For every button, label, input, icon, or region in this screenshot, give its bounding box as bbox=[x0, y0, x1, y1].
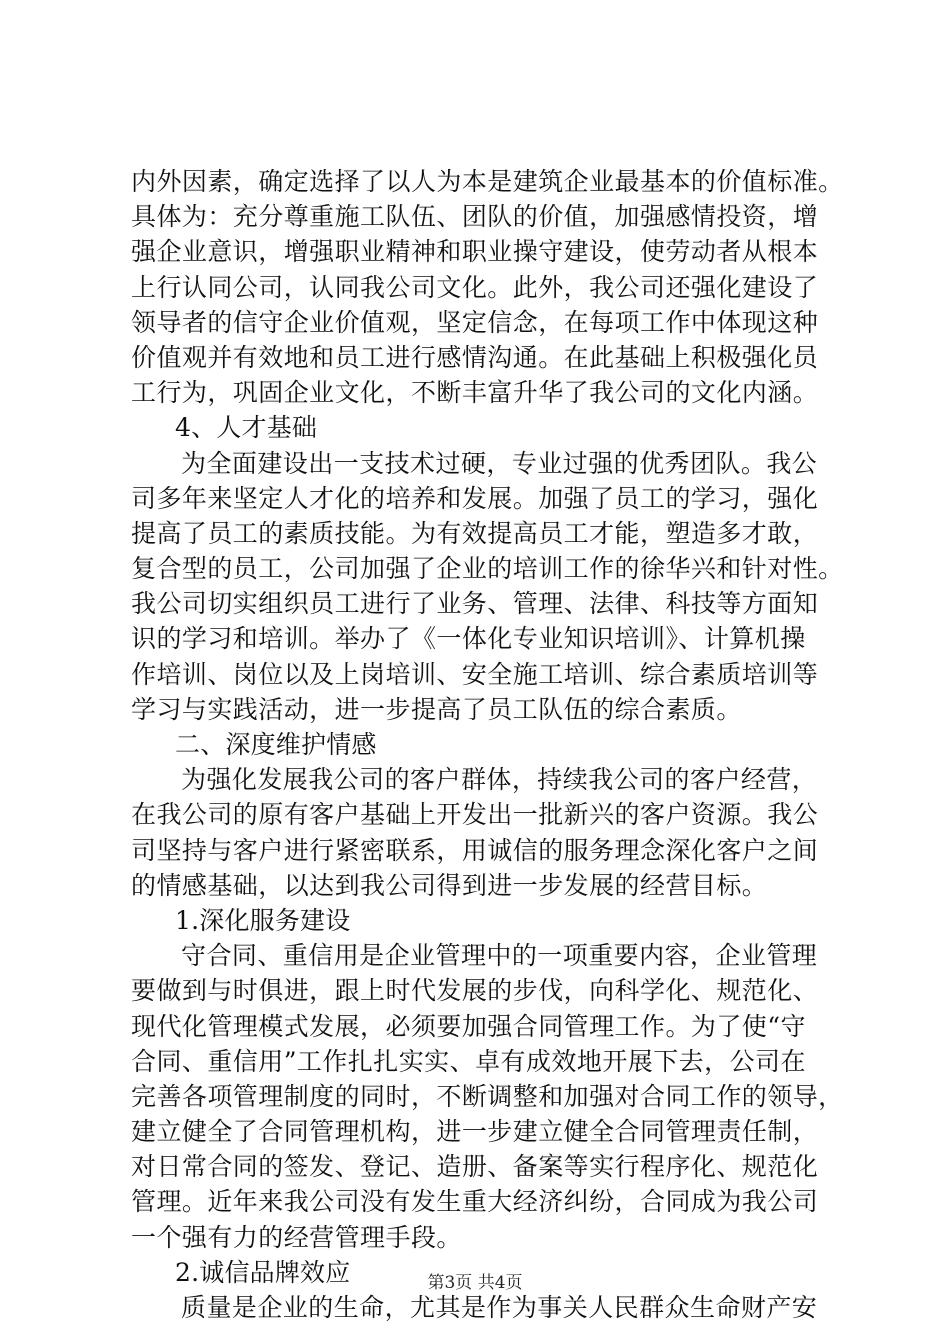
text-line: 具体为：充分尊重施工队伍、团队的价值，加强感情投资，增 bbox=[131, 202, 819, 232]
text-line: 复合型的员工，公司加强了企业的培训工作的徐华兴和针对性。 bbox=[131, 554, 844, 584]
text-line: 强企业意识，增强职业精神和职业操守建设，使劳动者从根本 bbox=[131, 237, 819, 267]
paragraph-first-line: 为强化发展我公司的客户群体，持续我公司的客户经营， bbox=[181, 765, 818, 795]
text-line: 提高了员工的素质技能。为有效提高员工才能，塑造多才敢， bbox=[131, 518, 819, 548]
text-line: 管理。近年来我公司没有发生重大经济纠纷，合同成为我公司 bbox=[131, 1187, 819, 1217]
text-line: 学习与实践活动，进一步提高了员工队伍的综合素质。 bbox=[131, 694, 742, 724]
text-line: 司多年来坚定人才化的培养和发展。加强了员工的学习，强化 bbox=[131, 483, 819, 513]
text-line: 对日常合同的签发、登记、造册、备案等实行程序化、规范化 bbox=[131, 1152, 819, 1182]
paragraph-first-line: 为全面建设出一支技术过硬，专业过强的优秀团队。我公 bbox=[181, 448, 818, 478]
paragraph-first-line: 质量是企业的生命，尤其是作为事关人民群众生命财产安 bbox=[181, 1293, 818, 1322]
text-line: 价值观并有效地和员工进行感情沟通。在此基础上积极强化员 bbox=[131, 342, 819, 372]
text-line: 上行认同公司，认同我公司文化。此外，我公司还强化建设了 bbox=[131, 272, 819, 302]
text-line: 领导者的信守企业价值观，坚定信念，在每项工作中体现这种 bbox=[131, 307, 819, 337]
section-heading: 二、深度维护情感 bbox=[175, 730, 377, 759]
text-line: 内外因素，确定选择了以人为本是建筑企业最基本的价值标准。 bbox=[131, 167, 844, 196]
text-line: 一个强有力的经营管理手段。 bbox=[131, 1222, 462, 1252]
text-line: 要做到与时俱进，跟上时代发展的步伐，向科学化、规范化、 bbox=[131, 976, 819, 1006]
text-line: 工行为，巩固企业文化，不断丰富升华了我公司的文化内涵。 bbox=[131, 378, 819, 408]
text-line: 的情感基础，以达到我公司得到进一步发展的经营目标。 bbox=[131, 870, 768, 900]
text-line: 在我公司的原有客户基础上开发出一批新兴的客户资源。我公 bbox=[131, 800, 819, 830]
text-line: 完善各项管理制度的同时，不断调整和加强对合同工作的领导， bbox=[131, 1081, 844, 1111]
section-heading: 1.深化服务建设 bbox=[175, 905, 351, 935]
page-number-footer: 第3页 共4页 bbox=[427, 1273, 523, 1293]
document-body bbox=[131, 164, 844, 1325]
text-line: 我公司切实组织员工进行了业务、管理、法律、科技等方面知 bbox=[131, 589, 819, 619]
text-line: 建立健全了合同管理机构，进一步建立健全合同管理责任制， bbox=[131, 1117, 819, 1147]
text-line: 作培训、岗位以及上岗培训、安全施工培训、综合素质培训等 bbox=[131, 659, 819, 689]
section-heading: 4、人才基础 bbox=[175, 413, 318, 443]
text-line: 合同、重信用”工作扎扎实实、卓有成效地开展下去，公司在 bbox=[131, 1046, 806, 1076]
section-heading: 2.诚信品牌效应 bbox=[175, 1257, 351, 1287]
text-line: 司坚持与客户进行紧密联系，用诚信的服务理念深化客户之间 bbox=[131, 835, 819, 865]
text-line: 现代化管理模式发展，必须要加强合同管理工作。为了使“守 bbox=[131, 1011, 806, 1041]
text-line: 识的学习和培训。举办了《一体化专业知识培训》、计算机操 bbox=[131, 624, 806, 654]
paragraph-first-line: 守合同、重信用是企业管理中的一项重要内容，企业管理 bbox=[181, 941, 818, 971]
